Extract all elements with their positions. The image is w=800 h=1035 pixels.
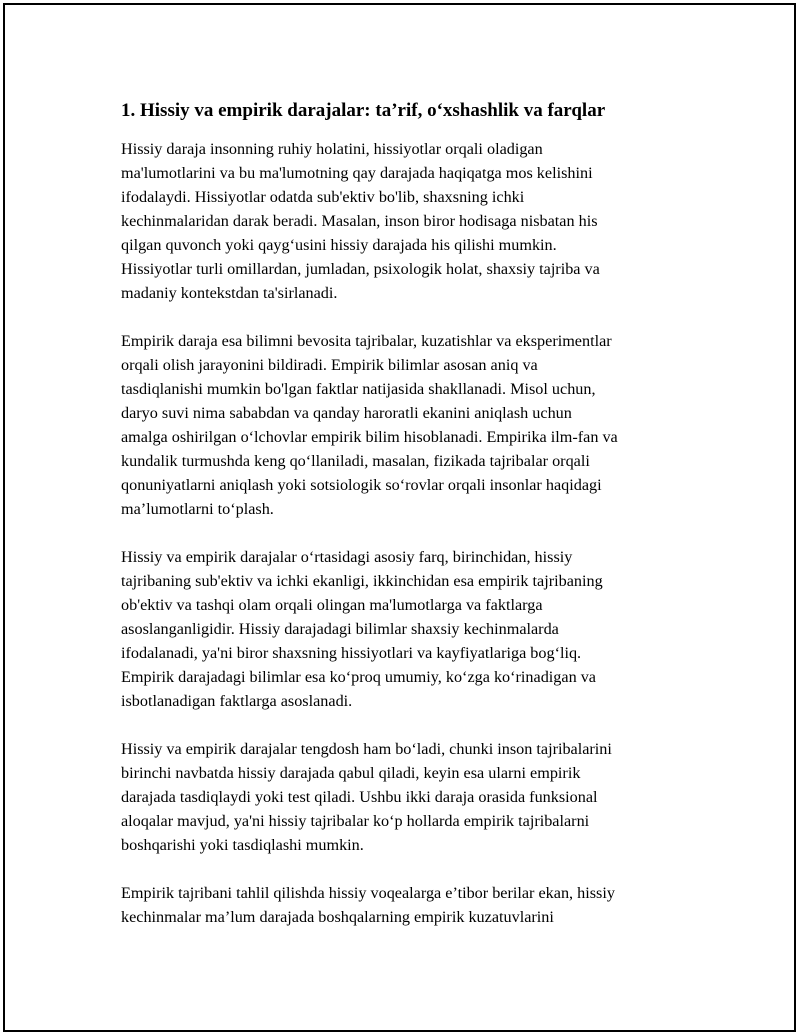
paragraph-1: Hissiy daraja insonning ruhiy holatini, hissiyotlar orqali oladigan ma'lumotlarini va bu ma'lumotning qay darajada haqiqatga mos kelishini ifodalaydi. Hissiyotlar odatda sub'ektiv bo'lib, shaxsning ichki kechinmalaridan darak beradi. Masalan, inson biror hodisaga nisbatan his qilgan quvonch yoki qayg‘usini hissiy darajada his qilishi mumkin. Hissiyotlar turli omillardan, jumladan, psixologik holat, shaxsiy tajriba va madaniy kontekstdan ta'sirlanadi. <box>121 140 600 302</box>
paragraph-5: Empirik tajribani tahlil qilishda hissiy voqealarga e’tibor berilar ekan, hissiy kechinmalar ma’lum darajada boshqalarning empirik kuzatuvlarini <box>121 884 615 926</box>
document-body <box>121 97 701 953</box>
page-frame <box>3 3 796 1032</box>
section-heading: 1. Hissiy va empirik darajalar: ta’rif, o‘xshashlik va farqlar <box>121 100 606 121</box>
paragraph-3: Hissiy va empirik darajalar o‘rtasidagi asosiy farq, birinchidan, hissiy tajribaning sub'ektiv va ichki ekanligi, ikkinchidan esa empirik tajribaning ob'ektiv va tashqi olam orqali olingan ma'lumotlarga va faktlarga asoslanganligidir. Hissiy darajadagi bilimlar shaxsiy kechinmalarda ifodalanadi, ya'ni biror shaxsning hissiyotlari va kayfiyatlariga bog‘liq. Empirik darajadagi bilimlar esa ko‘proq umumiy, ko‘zga ko‘rinadigan va isbotlanadigan faktlarga asoslanadi. <box>121 548 603 710</box>
paragraph-2: Empirik daraja esa bilimni bevosita tajribalar, kuzatishlar va eksperimentlar orqali olish jarayonini bildiradi. Empirik bilimlar asosan aniq va tasdiqlanishi mumkin bo'lgan faktlar natijasida shakllanadi. Misol uchun, daryo suvi nima sababdan va qanday haroratli ekanini aniqlash uchun amalga oshirilgan o‘lchovlar empirik bilim hisoblanadi. Empirika ilm-fan va kundalik turmushda keng qo‘llaniladi, masalan, fizikada tajribalar orqali qonuniyatlarni aniqlash yoki sotsiologik so‘rovlar orqali insonlar haqidagi ma’lumotlarni to‘plash. <box>121 332 618 518</box>
paragraph-4: Hissiy va empirik darajalar tengdosh ham bo‘ladi, chunki inson tajribalarini birinchi navbatda hissiy darajada qabul qiladi, keyin esa ularni empirik darajada tasdiqlaydi yoki test qiladi. Ushbu ikki daraja orasida funksional aloqalar mavjud, ya'ni hissiy tajribalar ko‘p hollarda empirik tajribalarni boshqarishi yoki tasdiqlashi mumkin. <box>121 740 612 854</box>
paragraphs <box>121 137 701 929</box>
